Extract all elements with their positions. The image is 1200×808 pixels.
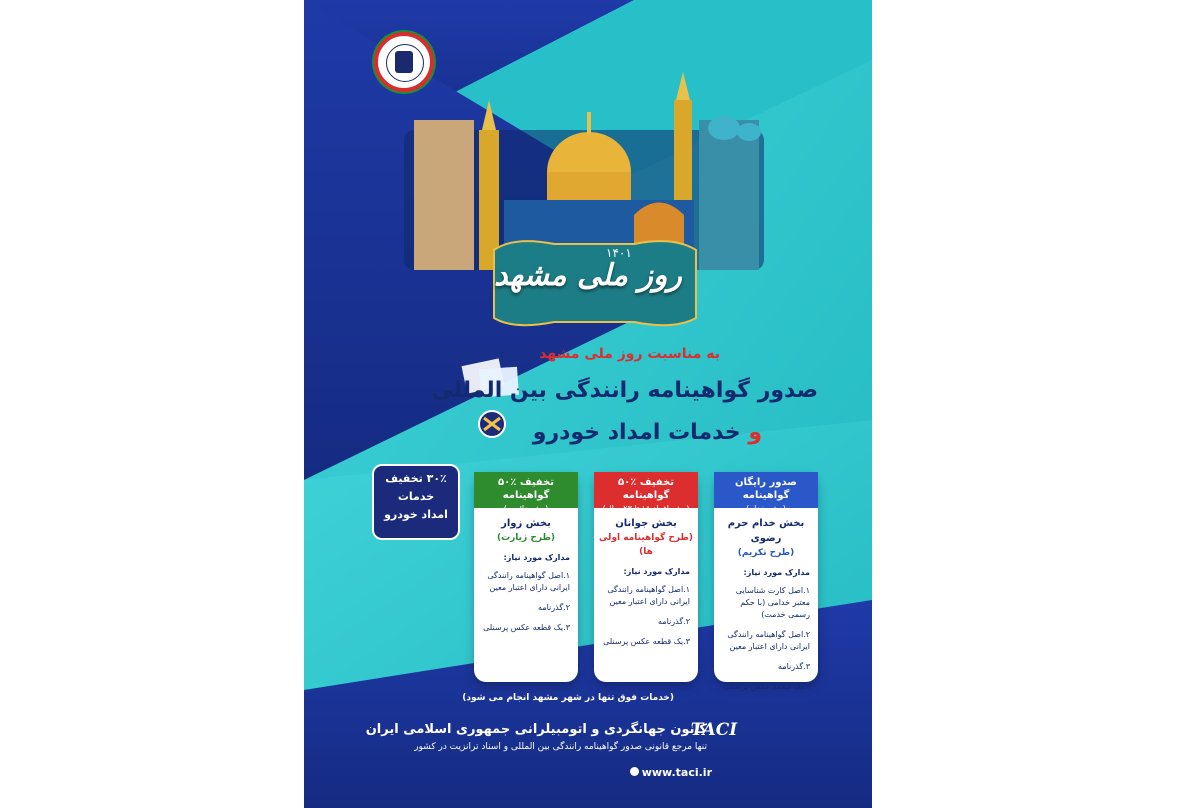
servants-plan: (طرح تکریم): [737, 548, 795, 558]
banner-year: ۱۴۰۱: [606, 246, 632, 260]
pilgrims-doc-item: ۱.اصل گواهینامه رانندگی ایرانی دارای اعتبار معین: [487, 571, 570, 592]
servants-doc-item: ۲.اصل گواهینامه رانندگی ایرانی دارای اعتبار معین: [727, 630, 810, 651]
organization-emblem: [374, 32, 434, 92]
youth-header: [594, 472, 698, 513]
youth-plan: (طرح گواهینامه اولی ها): [598, 533, 694, 557]
heading-line-2: [533, 420, 762, 445]
service-area-note: (خدمات فوق تنها در شهر مشهد انجام می شود): [462, 693, 674, 703]
pilgrims-docs-label: مدارک مورد نیاز:: [503, 553, 570, 562]
roadside-label: امداد خودرو: [384, 508, 448, 521]
banner-title: روز ملی مشهد: [494, 258, 682, 293]
pilgrims-doc-item: ۲.گذرنامه: [538, 603, 570, 612]
pilgrims-title: بخش زوار: [501, 518, 551, 529]
pilgrims-header-sub: (ویژه زائرین): [503, 504, 549, 513]
website-link[interactable]: [630, 766, 712, 779]
pilgrims-doc-item: ۳.یک قطعه عکس پرسنلی: [483, 623, 570, 632]
servants-title: بخش خدام حرم رضوی: [727, 518, 805, 544]
servants-docs-label: مدارک مورد نیاز:: [743, 568, 810, 577]
youth-column: [594, 472, 698, 682]
heading-line-1: صدور گواهینامه رانندگی بین المللی: [431, 378, 818, 403]
youth-doc-item: ۲.گذرنامه: [658, 617, 690, 626]
pilgrims-header-title: ۵۰٪ تخفیف گواهینامه: [498, 477, 554, 501]
youth-header-sub: (ویژه افراد ۱۸ تا ۲۳ سال): [602, 504, 690, 513]
servants-column: [714, 472, 818, 691]
pilgrims-header: [474, 472, 578, 513]
servants-header-sub: (ویژه خدام): [746, 504, 786, 513]
youth-title: بخش جوانان: [615, 518, 677, 529]
youth-doc-item: ۱.اصل گواهینامه رانندگی ایرانی دارای اعتبار معین: [607, 585, 690, 606]
servants-header-title: صدور رایگان گواهینامه: [735, 477, 797, 501]
servants-doc-item: ۱.اصل کارت شناسایی معتبر خدامی (با حکم رسمی خدمت): [735, 586, 810, 619]
taci-logo-text: TACI: [690, 720, 738, 740]
roadside-discount-card: [372, 464, 460, 540]
discount-label: ۳۰٪ تخفیف: [385, 472, 447, 485]
title-banner: [488, 238, 688, 322]
organization-name: کانون جهانگردی و اتومبیلرانی جمهوری اسلامی ایران: [365, 722, 707, 737]
heading-services: خدمات امداد خودرو: [532, 420, 741, 445]
organization-tagline: تنها مرجع قانونی صدور گواهینامه رانندگی بین المللی و اسناد ترانزیت در کشور: [414, 742, 707, 752]
youth-doc-item: ۳.یک قطعه عکس پرسنلی: [603, 637, 690, 646]
servants-doc-item: ۳.گذرنامه: [778, 662, 810, 671]
pilgrims-plan: (طرح زیارت): [496, 533, 556, 543]
servants-header: [714, 472, 818, 513]
occasion-text: به مناسبت روز ملی مشهد: [539, 346, 720, 362]
website-text: www.taci.ir: [641, 766, 712, 779]
services-label: خدمات: [397, 490, 435, 503]
pilgrims-column: [474, 472, 578, 682]
youth-header-title: ۵۰٪ تخفیف گواهینامه: [618, 477, 674, 501]
poster: [304, 0, 872, 808]
heading-and: و: [748, 420, 762, 445]
servants-doc-item: ۴.یک قطعه عکس پرسنلی: [723, 682, 810, 691]
youth-docs-label: مدارک مورد نیاز:: [623, 567, 690, 576]
globe-icon: [630, 767, 639, 776]
